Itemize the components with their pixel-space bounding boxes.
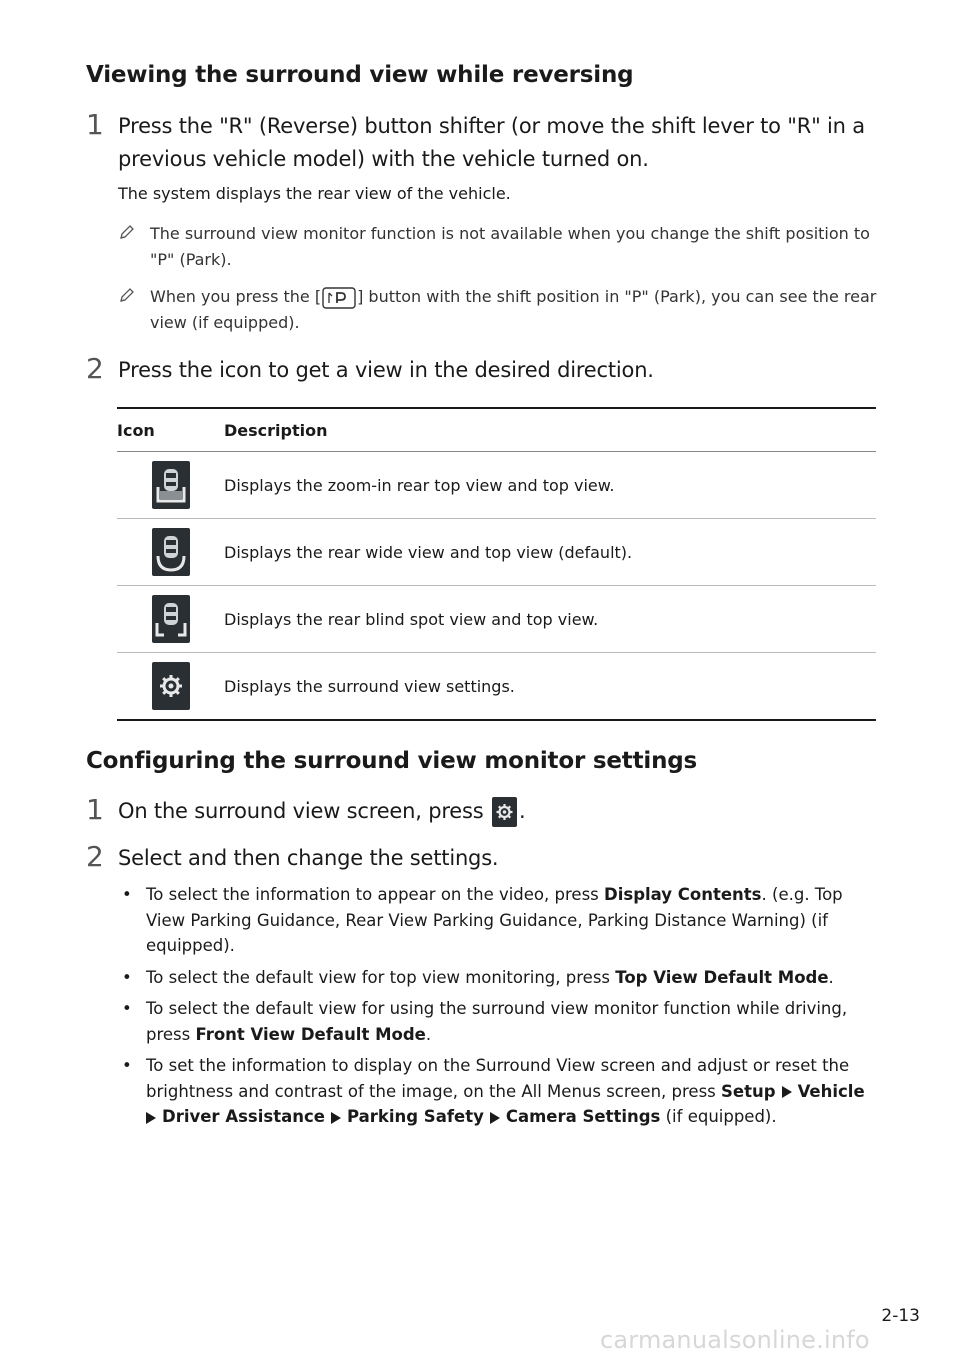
settings-gear-icon [492,797,517,827]
step-text-before: On the surround view screen, press [118,799,490,823]
zoom-rear-top-view-icon [152,461,190,509]
note-text: The surround view monitor function is not available when you change the shift position to "P" (Park). [150,224,870,269]
section-title-reversing: Viewing the surround view while reversing [86,62,634,88]
step-2-icon [86,354,886,387]
display-contents-menu-label: Display Contents [604,885,762,904]
table-row [117,586,876,653]
step-2-settings [86,842,886,875]
parking-p-button-icon [322,287,356,309]
table-header-row [117,408,876,452]
menu-arrow-icon [490,1112,500,1124]
step-text: Select and then change the settings. [118,846,499,870]
vehicle-menu-label: Vehicle [797,1081,865,1101]
note-1 [118,221,878,273]
step-1-reverse [86,110,886,176]
row-description: Displays the zoom-in rear top view and top view. [224,452,876,519]
driver-assistance-menu-label: Driver Assistance [162,1107,325,1126]
table-row [117,653,876,721]
note-pencil-icon [118,286,136,304]
section-title-settings: Configuring the surround view monitor settings [86,748,697,774]
rear-wide-view-icon [152,528,190,576]
table-header-description: Description [224,408,876,452]
list-item: • To select the default view for using the surround view monitor function while driving, press Front View Default Mode. [118,996,878,1047]
camera-settings-menu-label: Camera Settings [505,1107,661,1126]
step-1-settings [86,795,886,828]
row-description: Displays the rear wide view and top view (default). [224,519,876,586]
step-text: Press the "R" (Reverse) button shifter (or move the shift lever to "R" in a previous vehicle model) with the vehicle turned on. [118,114,865,171]
menu-arrow-icon [331,1112,341,1124]
icon-description-table [117,407,876,721]
step-number: 1 [86,108,104,141]
rear-blind-spot-view-icon [152,595,190,643]
list-item: • To select the information to appear on the video, press Display Contents. (e.g. Top View Parking Guidance, Rear View Parking Guidance, Parking Distance Warning) (if equipped). [118,882,878,959]
menu-arrow-icon [782,1086,792,1098]
setup-menu-label: Setup [721,1081,776,1101]
menu-arrow-icon [146,1112,156,1124]
front-view-default-mode-label: Front View Default Mode [195,1024,426,1044]
settings-gear-icon [152,662,190,710]
step-number: 2 [86,840,104,873]
list-item: • To select the default view for top view monitoring, press Top View Default Mode. [118,965,878,991]
table-header-icon: Icon [117,408,224,452]
table-row [117,519,876,586]
top-view-default-mode-label: Top View Default Mode [615,967,829,987]
note-2 [118,284,878,336]
note-text-before: When you press the [ [150,287,322,306]
note-pencil-icon [118,223,136,241]
row-description: Displays the surround view settings. [224,676,515,696]
step-text: Press the icon to get a view in the desired direction. [118,358,654,382]
step-text-after: . [519,799,526,823]
step-number: 1 [86,793,104,826]
page-number: 2-13 [881,1306,920,1326]
parking-safety-menu-label: Parking Safety [346,1107,484,1126]
list-item: • To set the information to display on the Surround View screen and adjust or reset the brightness and contrast of the image, on the All Menus screen, press Setup Vehicle Driver Assistance Parking Safety Camera Settings (if equipped). [118,1053,878,1130]
settings-bullet-list [118,882,878,1136]
table-row [117,452,876,519]
step-number: 2 [86,352,104,385]
row-description: Displays the rear blind spot view and top view. [224,586,876,653]
step-result-text: The system displays the rear view of the vehicle. [118,184,511,203]
note-text-after: ] button with the shift position in "P" (Park), you can see the rear view (if equipped). [150,287,877,332]
watermark-text: carmanualsonline.info [600,1326,870,1354]
